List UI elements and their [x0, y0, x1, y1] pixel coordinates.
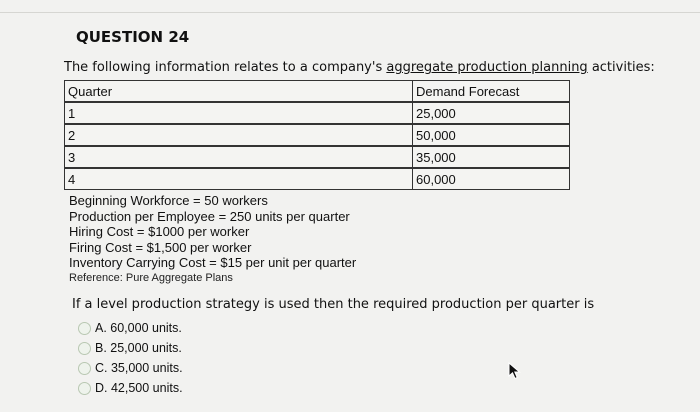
radio-button-icon[interactable]	[78, 342, 91, 355]
info-carrying-cost: Inventory Carrying Cost = $15 per unit per quarter	[69, 255, 357, 270]
radio-button-icon[interactable]	[78, 322, 91, 335]
intro-prefix: The following information relates to a company's	[64, 60, 387, 75]
top-divider	[0, 12, 700, 13]
reference-note: Reference: Pure Aggregate Plans	[69, 271, 233, 284]
info-production-rate: Production per Employee = 250 units per quarter	[69, 208, 350, 224]
choice-c-label[interactable]: C. 35,000 units.	[95, 361, 183, 375]
radio-button-icon[interactable]	[78, 362, 91, 375]
demand-cell: 35,000	[413, 146, 570, 168]
table-row	[65, 168, 570, 190]
quarter-cell: 3	[65, 146, 413, 168]
choice-b-label[interactable]: B. 25,000 units.	[95, 341, 182, 355]
question-prompt: If a level production strategy is used then the required production per quarter is	[72, 297, 595, 312]
radio-button-icon[interactable]	[78, 382, 91, 395]
problem-info	[69, 193, 356, 286]
info-firing-cost: Firing Cost = $1,500 per worker	[69, 239, 252, 255]
header-demand-forecast: Demand Forecast	[413, 81, 570, 103]
answer-choices	[78, 318, 183, 398]
choice-d[interactable]	[78, 378, 183, 398]
quarter-cell: 2	[65, 124, 413, 146]
choice-c[interactable]	[78, 358, 183, 378]
info-workforce: Beginning Workforce = 50 workers	[69, 193, 268, 208]
choice-d-label[interactable]: D. 42,500 units.	[95, 381, 183, 395]
question-intro	[64, 60, 655, 75]
choice-b[interactable]	[78, 338, 183, 358]
demand-cell: 25,000	[413, 102, 570, 124]
choice-a-label[interactable]: A. 60,000 units.	[95, 321, 182, 335]
demand-cell: 50,000	[413, 124, 570, 146]
intro-underlined: aggregate production planning	[386, 60, 588, 75]
demand-table	[64, 80, 570, 190]
quarter-cell: 1	[65, 102, 413, 124]
question-title: QUESTION 24	[76, 28, 190, 46]
header-quarter: Quarter	[65, 81, 413, 103]
info-hiring-cost: Hiring Cost = $1000 per worker	[69, 224, 250, 239]
table-row	[65, 124, 570, 146]
mouse-pointer-icon	[508, 362, 522, 380]
choice-a[interactable]	[78, 318, 183, 338]
table-row	[65, 146, 570, 168]
table-header-row	[65, 81, 570, 103]
intro-suffix: activities:	[587, 60, 655, 75]
quarter-cell: 4	[65, 168, 413, 190]
demand-cell: 60,000	[413, 168, 570, 190]
table-row	[65, 102, 570, 124]
